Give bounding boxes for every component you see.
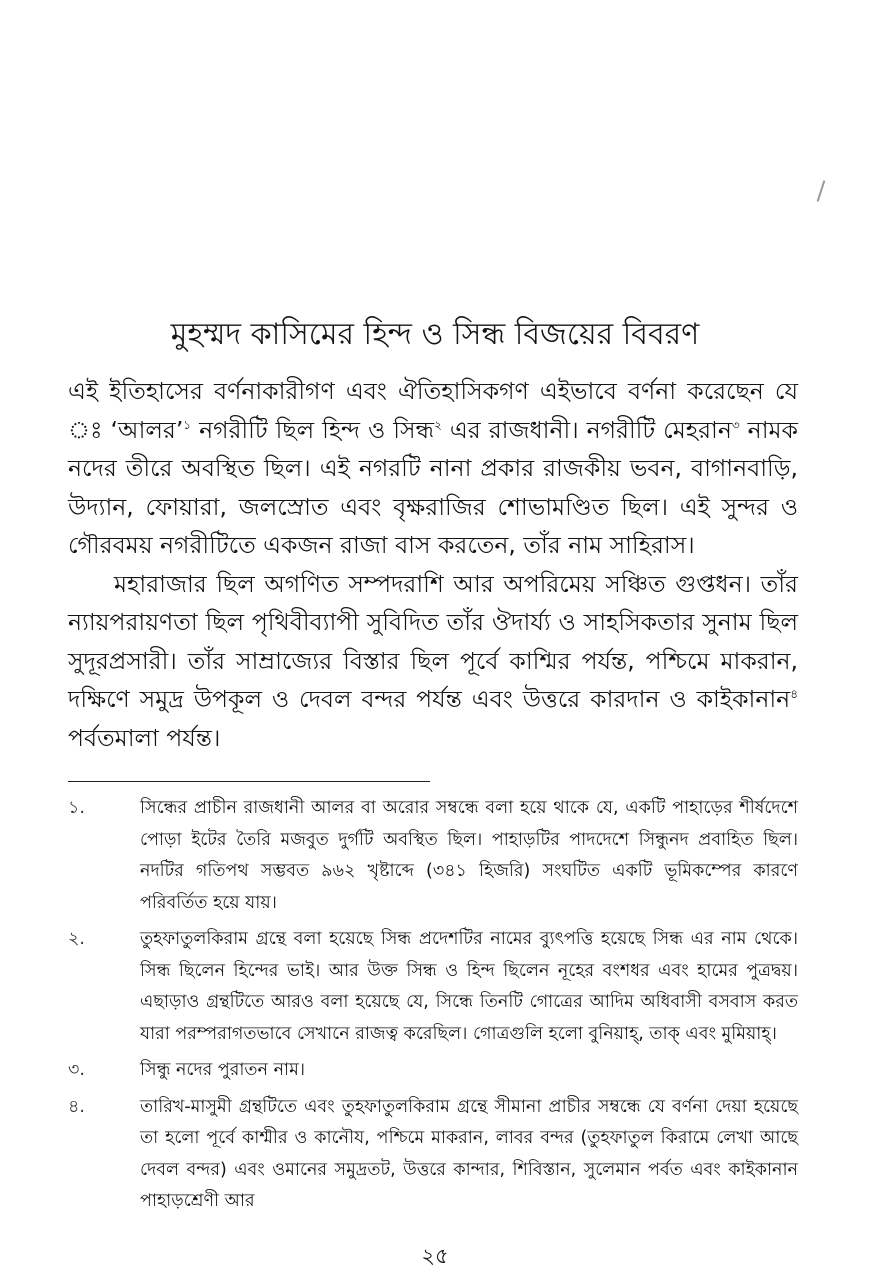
paragraph-2-part-2: পর্বতমালা পর্যন্ত।: [68, 723, 221, 752]
footnote-number: ৩.: [68, 1060, 85, 1080]
paragraph-2: [68, 565, 798, 758]
footnote-ref-1: ১: [183, 417, 192, 432]
footnote-3: [68, 1055, 798, 1087]
page-number: ২৫: [421, 1244, 449, 1268]
footnote-text: সিন্ধু নদের পুরাতন নাম।: [140, 1060, 306, 1080]
footnote-ref-3: ৩: [731, 417, 740, 432]
main-text: [68, 372, 798, 757]
footnote-number: ১.: [68, 798, 85, 818]
footnote-text: সিন্ধের প্রাচীন রাজধানী আলর বা অরোর সম্বন্ধে বলা হয়ে থাকে যে, একটি পাহাড়ের শীর্ষদেশে পোড়া ইটের তৈরি মজবুত দুর্গটি অবস্থিত ছিল। পাহাড়টির পাদদেশে সিন্ধুনদ প্রবাহিত ছিল। নদটির গতিপথ সম্ভবত ৯৬২ খৃষ্টাব্দে (৩৪১ হিজরি) সংঘটিত একটি ভূমিকম্পের কারণে পরিবর্তিত হয়ে যায়।: [140, 798, 798, 913]
footnote-ref-2: ২: [434, 417, 442, 432]
paragraph-1-part-2: নগরীটি ছিল হিন্দ ও সিন্ধ: [191, 415, 435, 444]
paragraph-1: [68, 372, 798, 565]
footnotes: [68, 793, 798, 1223]
footnote-4: [68, 1092, 798, 1218]
paragraph-2-part-1: মহারাজার ছিল অগণিত সম্পদরাশি আর অপরিমেয় সঞ্চিত গুপ্তধন। তাঁর ন্যায়পরায়ণতা ছিল পৃথিবীব্যাপী সুবিদিত তাঁর ঔদার্য্য ও সাহসিকতার সুনাম ছিল সুদূরপ্রসারী। তাঁর সাম্রাজ্যের বিস্তার ছিল পূর্বে কাশ্মির পর্যন্ত, পশ্চিমে মাকরান, দক্ষিণে সমুদ্র উপকূল ও দেবল বন্দর পর্যন্ত এবং উত্তরে কারদান ও কাইকানান: [68, 569, 798, 713]
footnote-number: ৪.: [68, 1096, 85, 1117]
scan-mark: [817, 180, 826, 202]
footnote-number: ২.: [68, 929, 85, 949]
paragraph-1-part-3: এর রাজধানী। নগরীটি মেহরান: [441, 415, 732, 444]
paragraph-1-part-1: এই ইতিহাসের বর্ণনাকারীগণ এবং ঐতিহাসিকগণ এইভাবে বর্ণনা করেছেন যে ঃ ‘আলর’: [68, 377, 798, 444]
footnote-divider: [68, 781, 430, 782]
footnote-text: তারিখ-মাসুমী গ্রন্থটিতে এবং তুহফাতুলকিরাম গ্রন্থে সীমানা প্রাচীর সম্বন্ধে যে বর্ণনা দেয়া হয়েছে তা হলো পূর্বে কাশ্মীর ও কানৌয, পশ্চিমে মাকরান, লাবর বন্দর (তুহফাতুল কিরামে লেখা আছে দেবল বন্দর) এবং ওমানের সমুদ্রতট, উত্তরে কান্দার, শিবিস্তান, সুলেমান পর্বত এবং কাইকানান পাহাড়শ্রেণী আর: [140, 1096, 798, 1211]
paragraph-1-part-4: নামক নদের তীরে অবস্থিত ছিল। এই নগরটি নানা প্রকার রাজকীয় ভবন, বাগানবাড়ি, উদ্যান, ফোয়ারা, জলস্রোত এবং বৃক্ষরাজির শোভামণ্ডিত ছিল। এই সুন্দর ও গৌরবময় নগরীটিতে একজন রাজা বাস করতেন, তাঁর নাম সাহিরাস।: [68, 415, 798, 559]
footnote-text: তুহফাতুলকিরাম গ্রন্থে বলা হয়েছে সিন্ধ প্রদেশটির নামের ব্যুৎপত্তি হয়েছে সিন্ধ এর নাম থেকে। সিন্ধ ছিলেন হিন্দের ভাই। আর উক্ত সিন্ধ ও হিন্দ ছিলেন নূহের বংশধর এবং হামের পুত্রদ্বয়। এছাড়াও গ্রন্থটিতে আরও বলা হয়েছে যে, সিন্ধে তিনটি গোত্রের আদিম অধিবাসী বসবাস করত যারা পরম্পরাগতভাবে সেখানে রাজত্ব করেছিল। গোত্রগুলি হলো বুনিয়াহ্, তাক্ এবং মুমিয়াহ্।: [140, 929, 798, 1044]
footnote-ref-4: ৪: [790, 687, 798, 702]
footnote-2: [68, 924, 798, 1050]
footnote-1: [68, 793, 798, 919]
chapter-title: মুহম্মদ কাসিমের হিন্দ ও সিন্ধ বিজয়ের বিবরণ: [170, 317, 700, 352]
